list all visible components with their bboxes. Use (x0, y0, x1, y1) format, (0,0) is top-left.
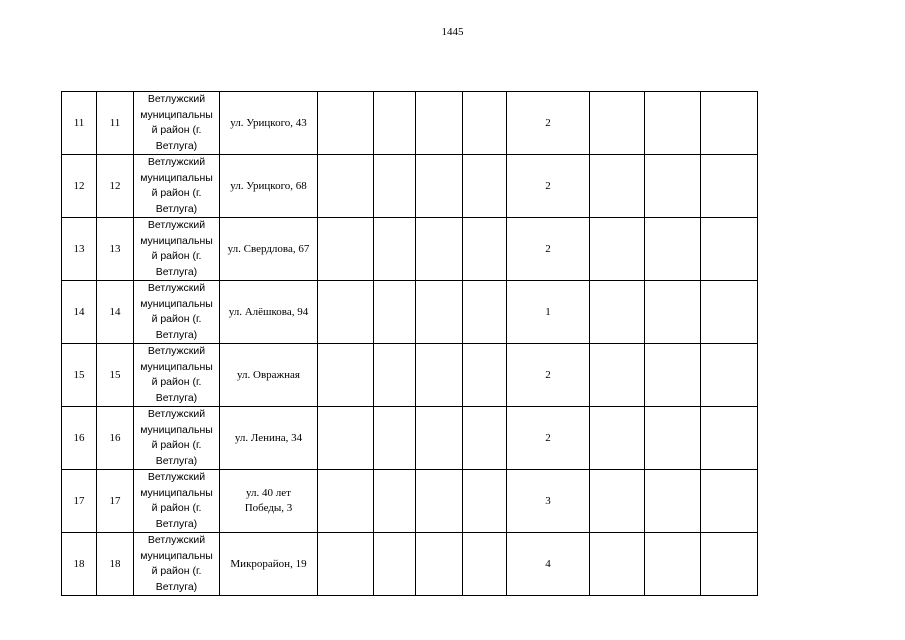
empty-cell (318, 92, 374, 155)
empty-cell (416, 470, 463, 533)
empty-cell (318, 407, 374, 470)
empty-cell (318, 533, 374, 596)
empty-cell (645, 533, 701, 596)
page-number: 1445 (441, 26, 464, 38)
district-cell: Ветлужский муниципальны й район (г. Ветлуга) (134, 407, 220, 470)
empty-cell (645, 92, 701, 155)
empty-cell (701, 155, 758, 218)
empty-cell (374, 344, 416, 407)
empty-cell (590, 155, 645, 218)
empty-cell (590, 344, 645, 407)
empty-cell (701, 533, 758, 596)
empty-cell (645, 155, 701, 218)
empty-cell (416, 218, 463, 281)
empty-cell (318, 155, 374, 218)
table-row (62, 407, 758, 470)
row-index-cell: 12 (62, 155, 97, 218)
empty-cell (416, 92, 463, 155)
empty-cell (701, 92, 758, 155)
table-row (62, 533, 758, 596)
empty-cell (590, 470, 645, 533)
empty-cell (318, 218, 374, 281)
row-index-cell: 16 (62, 407, 97, 470)
empty-cell (463, 218, 507, 281)
row-index-cell: 17 (62, 470, 97, 533)
count-cell: 2 (507, 218, 590, 281)
row-number-cell: 12 (97, 155, 134, 218)
table-row (62, 344, 758, 407)
row-number-cell: 13 (97, 218, 134, 281)
row-index-cell: 11 (62, 92, 97, 155)
count-cell: 2 (507, 92, 590, 155)
empty-cell (374, 407, 416, 470)
empty-cell (318, 281, 374, 344)
empty-cell (590, 407, 645, 470)
empty-cell (374, 218, 416, 281)
empty-cell (590, 533, 645, 596)
empty-cell (701, 344, 758, 407)
table-row (62, 470, 758, 533)
row-index-cell: 18 (62, 533, 97, 596)
empty-cell (463, 155, 507, 218)
empty-cell (463, 470, 507, 533)
district-cell: Ветлужский муниципальны й район (г. Ветлуга) (134, 533, 220, 596)
empty-cell (463, 281, 507, 344)
district-cell: Ветлужский муниципальны й район (г. Ветлуга) (134, 218, 220, 281)
address-cell: ул. Свердлова, 67 (220, 218, 318, 281)
empty-cell (645, 281, 701, 344)
empty-cell (463, 344, 507, 407)
row-index-cell: 14 (62, 281, 97, 344)
empty-cell (374, 92, 416, 155)
address-cell: ул. Ленина, 34 (220, 407, 318, 470)
empty-cell (463, 407, 507, 470)
empty-cell (416, 155, 463, 218)
empty-cell (701, 470, 758, 533)
row-number-cell: 18 (97, 533, 134, 596)
address-cell: ул. Урицкого, 43 (220, 92, 318, 155)
count-cell: 4 (507, 533, 590, 596)
empty-cell (701, 407, 758, 470)
address-cell: Микрорайон, 19 (220, 533, 318, 596)
empty-cell (318, 470, 374, 533)
empty-cell (590, 92, 645, 155)
count-cell: 2 (507, 155, 590, 218)
district-cell: Ветлужский муниципальны й район (г. Ветлуга) (134, 281, 220, 344)
district-cell: Ветлужский муниципальны й район (г. Ветлуга) (134, 344, 220, 407)
count-cell: 3 (507, 470, 590, 533)
row-number-cell: 17 (97, 470, 134, 533)
address-cell: ул. Алёшкова, 94 (220, 281, 318, 344)
empty-cell (645, 470, 701, 533)
empty-cell (416, 344, 463, 407)
table-row (62, 281, 758, 344)
row-index-cell: 13 (62, 218, 97, 281)
table-row (62, 92, 758, 155)
empty-cell (416, 281, 463, 344)
empty-cell (701, 281, 758, 344)
empty-cell (463, 533, 507, 596)
empty-cell (590, 281, 645, 344)
district-cell: Ветлужский муниципальны й район (г. Ветлуга) (134, 155, 220, 218)
count-cell: 1 (507, 281, 590, 344)
district-cell: Ветлужский муниципальны й район (г. Ветлуга) (134, 92, 220, 155)
table-body (62, 92, 758, 596)
empty-cell (645, 407, 701, 470)
address-cell: ул. Урицкого, 68 (220, 155, 318, 218)
empty-cell (374, 470, 416, 533)
empty-cell (463, 92, 507, 155)
empty-cell (318, 344, 374, 407)
empty-cell (590, 218, 645, 281)
empty-cell (374, 281, 416, 344)
address-cell: ул. 40 лет Победы, 3 (220, 470, 318, 533)
empty-cell (416, 407, 463, 470)
row-index-cell: 15 (62, 344, 97, 407)
empty-cell (374, 155, 416, 218)
empty-cell (701, 218, 758, 281)
row-number-cell: 11 (97, 92, 134, 155)
empty-cell (645, 218, 701, 281)
address-cell: ул. Овражная (220, 344, 318, 407)
table-row (62, 155, 758, 218)
district-cell: Ветлужский муниципальны й район (г. Ветлуга) (134, 470, 220, 533)
count-cell: 2 (507, 344, 590, 407)
data-table (61, 91, 758, 596)
empty-cell (416, 533, 463, 596)
row-number-cell: 16 (97, 407, 134, 470)
row-number-cell: 14 (97, 281, 134, 344)
count-cell: 2 (507, 407, 590, 470)
empty-cell (374, 533, 416, 596)
row-number-cell: 15 (97, 344, 134, 407)
empty-cell (645, 344, 701, 407)
table-row (62, 218, 758, 281)
